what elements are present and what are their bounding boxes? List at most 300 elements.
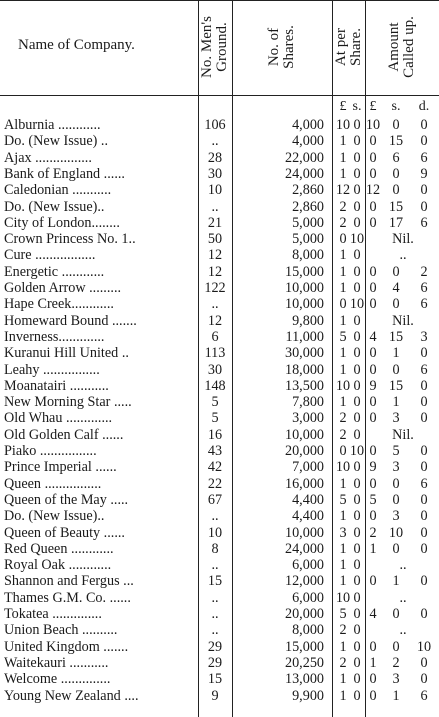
mens-ground: 6 — [211, 328, 219, 345]
per-share-pounds: 1 — [339, 312, 347, 329]
called-up-pence: 0 — [420, 573, 428, 590]
company-name: Moanatairi ........... — [4, 377, 109, 394]
per-share-shillings: 0 — [353, 247, 361, 264]
company-name: Alburnia ............ — [4, 117, 101, 133]
called-up-shillings: 0 — [392, 165, 400, 182]
company-name: Young New Zealand .... — [4, 687, 139, 704]
company-name: Old Golden Calf ...... — [4, 426, 124, 443]
number-of-shares: 20,250 — [284, 654, 324, 671]
table-row — [0, 492, 439, 508]
per-share-shillings: 10 — [349, 231, 365, 248]
per-share-shillings: 0 — [353, 198, 361, 215]
mens-ground: .. — [211, 198, 219, 215]
per-share-pounds: 0 — [339, 231, 347, 248]
called-up-note: .. — [399, 557, 407, 574]
per-share-shillings: 0 — [353, 214, 361, 231]
table-row — [0, 443, 439, 459]
table-row — [0, 622, 439, 638]
company-name: Caledonian ........... — [4, 182, 112, 199]
table-row — [0, 606, 439, 622]
called-up-pounds: 0 — [369, 214, 377, 231]
per-share-pounds: 2 — [339, 654, 347, 671]
per-share-pounds: 2 — [339, 426, 347, 443]
per-share-shillings: 0 — [353, 133, 361, 150]
table-row — [0, 427, 439, 443]
per-share-shillings: 0 — [353, 328, 361, 345]
number-of-shares: 8,000 — [292, 247, 324, 264]
mens-ground: 148 — [204, 377, 226, 394]
table-row — [0, 557, 439, 573]
company-name: Kuranui Hill United .. — [4, 345, 129, 362]
number-of-shares: 24,000 — [284, 165, 324, 182]
table-row — [0, 573, 439, 589]
called-up-shillings: 15 — [388, 133, 404, 150]
mens-ground: 15 — [207, 671, 223, 688]
table-row — [0, 329, 439, 345]
company-name: Do. (New Issue).. — [4, 198, 105, 215]
per-share-shillings: 0 — [353, 557, 361, 574]
called-up-pence: 0 — [420, 345, 428, 362]
company-name: Golden Arrow ......... — [4, 280, 122, 296]
company-name: City of London........ — [4, 214, 120, 231]
mens-ground: 122 — [204, 280, 226, 296]
mens-ground: .. — [211, 589, 219, 606]
called-up-pence: 0 — [420, 524, 428, 541]
mens-ground: .. — [211, 296, 219, 313]
number-of-shares: 7,800 — [292, 394, 324, 411]
called-up-pence: 0 — [420, 491, 428, 508]
called-up-pounds: 0 — [369, 410, 377, 427]
called-up-pounds: 9 — [369, 459, 377, 476]
table-row — [0, 541, 439, 557]
number-of-shares: 16,000 — [284, 475, 324, 492]
number-of-shares: 9,800 — [292, 312, 324, 329]
per-share-pounds: 1 — [339, 345, 347, 362]
called-up-pence: 0 — [420, 671, 428, 688]
per-share-shillings: 0 — [353, 182, 361, 199]
table-row — [0, 639, 439, 655]
mens-ground: 67 — [207, 491, 223, 508]
mens-ground: 22 — [207, 475, 223, 492]
called-up-pence: 0 — [420, 410, 428, 427]
called-up-pounds: 0 — [369, 361, 377, 378]
number-of-shares: 5,000 — [292, 231, 324, 248]
called-up-shillings: 5 — [392, 443, 400, 459]
called-up-shillings: 1 — [392, 394, 400, 411]
company-name: Energetic ............ — [4, 263, 105, 280]
called-up-pounds: 0 — [369, 345, 377, 362]
mens-ground: 30 — [207, 165, 223, 182]
called-up-pence: 6 — [420, 475, 428, 492]
per-share-pounds: 1 — [339, 671, 347, 688]
per-share-shillings: 0 — [353, 459, 361, 476]
per-share-shillings: 0 — [353, 540, 361, 557]
company-name: Union Beach .......... — [4, 622, 118, 639]
per-share-pounds: 1 — [339, 165, 347, 182]
called-up-pence: 0 — [420, 606, 428, 622]
called-up-pence: 6 — [420, 361, 428, 378]
mens-ground: 12 — [207, 312, 223, 329]
company-name: Do. (New Issue) .. — [4, 133, 109, 150]
called-up-shillings: 15 — [388, 198, 404, 215]
called-up-pounds: 0 — [369, 296, 377, 313]
table-row — [0, 166, 439, 182]
company-name: Homeward Bound ....... — [4, 312, 137, 329]
mens-ground: 8 — [211, 540, 219, 557]
per-share-pounds: 1 — [339, 573, 347, 590]
number-of-shares: 10,000 — [284, 426, 324, 443]
called-up-shillings: 1 — [392, 573, 400, 590]
called-up-pounds: 0 — [369, 198, 377, 215]
per-share-pounds: 12 — [335, 182, 351, 199]
company-name: Queen of the May ..... — [4, 491, 129, 508]
number-of-shares: 4,400 — [292, 508, 324, 525]
mens-ground: 12 — [207, 247, 223, 264]
table-row — [0, 215, 439, 231]
called-up-pence: 9 — [420, 165, 428, 182]
number-of-shares: 2,860 — [292, 182, 324, 199]
header-name-of-company — [0, 0, 198, 95]
per-share-pounds: 1 — [339, 263, 347, 280]
called-up-pence: 10 — [416, 638, 432, 655]
per-share-shillings: 0 — [353, 508, 361, 525]
header-ground-line2: Ground. — [214, 22, 230, 72]
company-name: Inverness............. — [4, 328, 105, 345]
called-up-shillings: 3 — [392, 671, 400, 688]
called-up-pounds: 9 — [369, 377, 377, 394]
number-of-shares: 6,000 — [292, 557, 324, 574]
per-share-shillings: 0 — [353, 426, 361, 443]
called-up-pounds: 0 — [369, 149, 377, 166]
table-row — [0, 476, 439, 492]
called-up-pounds: 10 — [365, 117, 381, 133]
called-up-shillings: 2 — [392, 654, 400, 671]
company-name: Royal Oak ............ — [4, 557, 112, 574]
per-share-pounds: 10 — [335, 117, 351, 133]
table-row — [0, 671, 439, 687]
mens-ground: .. — [211, 133, 219, 150]
per-share-shillings: 0 — [353, 149, 361, 166]
per-share-shillings: 0 — [353, 671, 361, 688]
called-up-pence: 0 — [420, 540, 428, 557]
mens-ground: 15 — [207, 573, 223, 590]
called-up-shillings: 0 — [392, 117, 400, 133]
mens-ground: 12 — [207, 263, 223, 280]
number-of-shares: 20,000 — [284, 606, 324, 622]
company-name: Tokatea .............. — [4, 606, 102, 622]
per-share-shillings: 0 — [353, 654, 361, 671]
called-up-shillings: 1 — [392, 345, 400, 362]
table-row — [0, 394, 439, 410]
per-share-pounds: 1 — [339, 280, 347, 296]
per-share-shillings: 0 — [353, 573, 361, 590]
per-share-shillings: 0 — [353, 491, 361, 508]
number-of-shares: 2,860 — [292, 198, 324, 215]
called-up-pence: 0 — [420, 182, 428, 199]
header-per-share — [332, 0, 365, 95]
mens-ground: .. — [211, 622, 219, 639]
header-called-line1: Amount — [386, 22, 402, 72]
per-share-shillings: 0 — [353, 524, 361, 541]
number-of-shares: 13,000 — [284, 671, 324, 688]
per-share-shillings: 0 — [353, 165, 361, 182]
called-up-pounds: 0 — [369, 687, 377, 704]
number-of-shares: 4,000 — [292, 133, 324, 150]
table-row — [0, 182, 439, 198]
company-name: Thames G.M. Co. ...... — [4, 589, 131, 606]
unit-per-pound: £ — [339, 99, 347, 114]
called-up-pounds: 0 — [369, 263, 377, 280]
company-name: Shannon and Fergus ... — [4, 573, 134, 590]
called-up-pounds: 0 — [369, 573, 377, 590]
table-row — [0, 280, 439, 296]
table-row — [0, 296, 439, 312]
header-shares — [232, 0, 332, 95]
number-of-shares: 4,400 — [292, 491, 324, 508]
called-up-shillings: 15 — [388, 377, 404, 394]
table-row — [0, 345, 439, 361]
number-of-shares: 10,000 — [284, 524, 324, 541]
company-name: Queen ................ — [4, 475, 102, 492]
called-up-pounds: 5 — [369, 491, 377, 508]
company-name: Bank of England ...... — [4, 165, 125, 182]
per-share-shillings: 0 — [353, 361, 361, 378]
table-row — [0, 525, 439, 541]
number-of-shares: 13,500 — [284, 377, 324, 394]
mens-ground: 10 — [207, 524, 223, 541]
number-of-shares: 10,000 — [284, 296, 324, 313]
header-name-label: Name of Company. — [18, 37, 135, 53]
mens-ground: 29 — [207, 654, 223, 671]
called-up-shillings: 0 — [392, 638, 400, 655]
called-up-pence: 0 — [420, 459, 428, 476]
mens-ground: .. — [211, 606, 219, 622]
per-share-pounds: 3 — [339, 524, 347, 541]
per-share-pounds: 1 — [339, 540, 347, 557]
header-ground — [198, 0, 232, 95]
called-up-pence: 0 — [420, 133, 428, 150]
unit-called-shilling: s. — [391, 99, 401, 114]
called-up-pounds: 0 — [369, 671, 377, 688]
per-share-shillings: 0 — [353, 377, 361, 394]
table-row — [0, 459, 439, 475]
called-up-pounds: 0 — [369, 638, 377, 655]
per-share-pounds: 1 — [339, 247, 347, 264]
header-called-line2: Called up. — [401, 16, 417, 78]
number-of-shares: 10,000 — [284, 280, 324, 296]
called-up-pence: 6 — [420, 280, 428, 296]
table-row — [0, 199, 439, 215]
called-up-shillings: 17 — [388, 214, 404, 231]
table-row — [0, 590, 439, 606]
called-up-pounds: 12 — [365, 182, 381, 199]
number-of-shares: 15,000 — [284, 638, 324, 655]
called-up-shillings: 0 — [392, 182, 400, 199]
header-per-line1: At per — [332, 28, 349, 66]
table-row — [0, 378, 439, 394]
called-up-shillings: 3 — [392, 410, 400, 427]
header-shares-line1: No. of — [266, 27, 282, 67]
called-up-pounds: 4 — [369, 606, 377, 622]
table-row — [0, 410, 439, 426]
per-share-shillings: 0 — [353, 280, 361, 296]
number-of-shares: 8,000 — [292, 622, 324, 639]
company-name: Cure ................. — [4, 247, 96, 264]
called-up-pence: 2 — [420, 263, 428, 280]
number-of-shares: 11,000 — [285, 328, 324, 345]
company-name: Do. (New Issue).. — [4, 508, 105, 525]
company-name: Piako ................ — [4, 443, 97, 459]
mens-ground: 16 — [207, 426, 223, 443]
called-up-note: Nil. — [392, 426, 414, 443]
per-share-pounds: 1 — [339, 557, 347, 574]
called-up-shillings: 0 — [392, 296, 400, 313]
per-share-pounds: 1 — [339, 508, 347, 525]
per-share-pounds: 2 — [339, 622, 347, 639]
called-up-shillings: 0 — [392, 475, 400, 492]
number-of-shares: 15,000 — [284, 263, 324, 280]
header-shares-line2: Shares. — [281, 25, 297, 69]
per-share-pounds: 10 — [335, 459, 351, 476]
mens-ground: .. — [211, 557, 219, 574]
called-up-pence: 6 — [420, 296, 428, 313]
per-share-pounds: 10 — [335, 377, 351, 394]
per-share-shillings: 0 — [353, 394, 361, 411]
called-up-note: .. — [399, 247, 407, 264]
per-share-shillings: 0 — [353, 410, 361, 427]
per-share-pounds: 0 — [339, 443, 347, 459]
number-of-shares: 6,000 — [292, 589, 324, 606]
called-up-pence: 6 — [420, 214, 428, 231]
header-per-line2: Share. — [347, 28, 364, 66]
called-up-pounds: 0 — [369, 280, 377, 296]
called-up-pounds: 0 — [369, 508, 377, 525]
per-share-shillings: 10 — [349, 443, 365, 459]
per-share-shillings: 0 — [353, 622, 361, 639]
table-row — [0, 508, 439, 524]
table-row — [0, 133, 439, 149]
number-of-shares: 3,000 — [292, 410, 324, 427]
company-name: Ajax ................ — [4, 149, 92, 166]
called-up-pounds: 4 — [369, 328, 377, 345]
called-up-pounds: 1 — [369, 654, 377, 671]
per-share-pounds: 1 — [339, 638, 347, 655]
called-up-pence: 0 — [420, 443, 428, 459]
called-up-pence: 6 — [420, 149, 428, 166]
number-of-shares: 12,000 — [284, 573, 324, 590]
called-up-shillings: 3 — [392, 459, 400, 476]
top-rule — [0, 0, 439, 1]
table-row — [0, 362, 439, 378]
unit-called-pound: £ — [369, 99, 377, 114]
per-share-pounds: 1 — [339, 394, 347, 411]
mens-ground: 28 — [207, 149, 223, 166]
per-share-shillings: 0 — [353, 606, 361, 622]
mens-ground: 9 — [211, 687, 219, 704]
called-up-shillings: 3 — [392, 508, 400, 525]
mens-ground: 10 — [207, 182, 223, 199]
company-name: Welcome .............. — [4, 671, 111, 688]
mens-ground: .. — [211, 508, 219, 525]
company-name: Prince Imperial ...... — [4, 459, 117, 476]
unit-per-shilling: s. — [352, 99, 362, 114]
called-up-shillings: 1 — [392, 687, 400, 704]
called-up-pounds: 0 — [369, 475, 377, 492]
called-up-pounds: 1 — [369, 540, 377, 557]
per-share-shillings: 0 — [353, 117, 361, 133]
called-up-pence: 0 — [420, 394, 428, 411]
number-of-shares: 30,000 — [284, 345, 324, 362]
called-up-note: Nil. — [392, 312, 414, 329]
called-up-shillings: 15 — [388, 328, 404, 345]
per-share-pounds: 10 — [335, 589, 351, 606]
per-share-pounds: 2 — [339, 214, 347, 231]
per-share-pounds: 2 — [339, 410, 347, 427]
called-up-shillings: 0 — [392, 263, 400, 280]
mens-ground: 30 — [207, 361, 223, 378]
mens-ground: 50 — [207, 231, 223, 248]
called-up-pence: 3 — [420, 328, 428, 345]
per-share-shillings: 0 — [353, 687, 361, 704]
company-name: New Morning Star ..... — [4, 394, 132, 411]
per-share-shillings: 0 — [353, 312, 361, 329]
number-of-shares: 4,000 — [292, 117, 324, 133]
called-up-pence: 0 — [420, 117, 428, 133]
per-share-pounds: 1 — [339, 361, 347, 378]
header-called-up — [365, 0, 439, 95]
company-name: Red Queen ............ — [4, 540, 114, 557]
called-up-note: .. — [399, 622, 407, 639]
table-row — [0, 688, 439, 704]
per-share-pounds: 2 — [339, 198, 347, 215]
per-share-shillings: 0 — [353, 345, 361, 362]
number-of-shares: 18,000 — [284, 361, 324, 378]
mens-ground: 42 — [207, 459, 223, 476]
per-share-pounds: 0 — [339, 296, 347, 313]
number-of-shares: 22,000 — [284, 149, 324, 166]
per-share-shillings: 0 — [353, 263, 361, 280]
called-up-pounds: 0 — [369, 133, 377, 150]
header-rule — [0, 95, 439, 96]
per-share-pounds: 1 — [339, 133, 347, 150]
header-ground-line1: No. Men's — [199, 16, 215, 78]
per-share-shillings: 0 — [353, 589, 361, 606]
mens-ground: 5 — [211, 394, 219, 411]
called-up-note: Nil. — [392, 231, 414, 248]
company-name: Leahy ................ — [4, 361, 100, 378]
per-share-shillings: 0 — [353, 475, 361, 492]
per-share-pounds: 1 — [339, 475, 347, 492]
per-share-pounds: 5 — [339, 606, 347, 622]
mens-ground: 21 — [207, 214, 223, 231]
mens-ground: 29 — [207, 638, 223, 655]
table-row — [0, 264, 439, 280]
called-up-pounds: 2 — [369, 524, 377, 541]
per-share-shillings: 0 — [353, 638, 361, 655]
called-up-pence: 0 — [420, 198, 428, 215]
called-up-shillings: 0 — [392, 361, 400, 378]
called-up-pounds: 0 — [369, 165, 377, 182]
table-row — [0, 655, 439, 671]
called-up-note: .. — [399, 589, 407, 606]
company-name: Hape Creek............ — [4, 296, 114, 313]
called-up-shillings: 4 — [392, 280, 400, 296]
number-of-shares: 5,000 — [292, 214, 324, 231]
called-up-shillings: 0 — [392, 606, 400, 622]
per-share-pounds: 5 — [339, 491, 347, 508]
called-up-pounds: 0 — [369, 394, 377, 411]
called-up-shillings: 6 — [392, 149, 400, 166]
